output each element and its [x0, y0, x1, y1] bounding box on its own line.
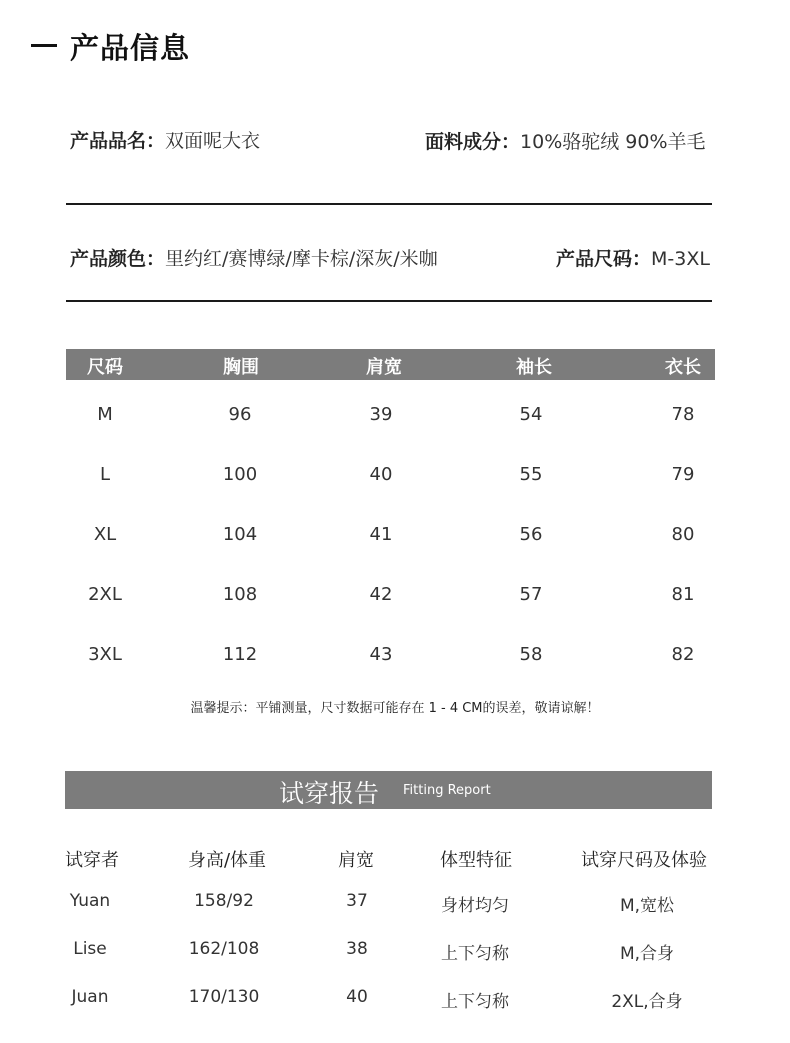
divider	[66, 203, 712, 205]
table-cell: 108	[222, 584, 258, 605]
table-cell: 身材均匀	[441, 896, 509, 916]
color-value: 里约红/赛博绿/摩卡棕/深灰/米咖	[165, 248, 438, 270]
fabric-value: 10%骆驼绒 90%羊毛	[520, 131, 706, 153]
header-cell: 肩宽	[338, 850, 374, 871]
table-cell: 104	[222, 524, 258, 545]
table-cell: 42	[369, 584, 393, 605]
header-cell: 体型特征	[440, 850, 512, 871]
table-cell: 100	[222, 464, 258, 485]
table-cell: 3XL	[88, 644, 122, 665]
color-row	[70, 244, 438, 271]
table-cell: M,宽松	[619, 896, 675, 916]
measurement-tip: 温馨提示：平铺测量，尺寸数据可能存在 1 - 4 CM的误差，敬请谅解！	[190, 701, 600, 716]
header-cell: 胸围	[223, 357, 259, 378]
table-cell: 41	[369, 524, 393, 545]
table-cell: 112	[222, 644, 258, 665]
color-label: 产品颜色：	[70, 248, 166, 270]
table-cell: 162/108	[188, 939, 260, 959]
product-name-label: 产品品名：	[70, 130, 166, 152]
title-dash	[31, 44, 57, 47]
table-cell: 上下匀称	[441, 992, 509, 1012]
header-cell: 衣长	[665, 357, 701, 378]
page-title: 产品信息	[70, 31, 191, 65]
table-cell: 158/92	[194, 891, 254, 911]
table-cell: 54	[519, 404, 543, 425]
fitting-report-title: 试穿报告	[279, 779, 380, 808]
table-cell: 81	[671, 584, 695, 605]
size-value: M-3XL	[651, 248, 710, 270]
table-cell: 57	[519, 584, 543, 605]
header-cell: 肩宽	[366, 357, 402, 378]
table-cell: 79	[671, 464, 695, 485]
header-cell: 袖长	[516, 357, 552, 378]
table-cell: L	[99, 464, 111, 485]
table-cell: 40	[369, 464, 393, 485]
table-cell: 38	[346, 939, 368, 959]
product-name-value: 双面呢大衣	[165, 130, 261, 152]
table-cell: Yuan	[69, 891, 111, 911]
table-cell: 56	[519, 524, 543, 545]
table-cell: 2XL,合身	[611, 992, 683, 1012]
table-cell: Juan	[71, 987, 109, 1007]
table-cell: 39	[369, 404, 393, 425]
fitting-report-subtitle: Fitting Report	[403, 783, 491, 798]
fabric-label: 面料成分：	[425, 131, 521, 153]
table-cell: 82	[671, 644, 695, 665]
table-cell: 80	[671, 524, 695, 545]
divider	[66, 300, 712, 302]
size-label: 产品尺码：	[556, 248, 652, 270]
table-cell: 上下匀称	[441, 944, 509, 964]
fabric-row	[425, 127, 706, 154]
header-cell: 尺码	[87, 357, 123, 378]
product-name-row	[70, 126, 260, 153]
table-cell: 40	[346, 987, 368, 1007]
table-cell: 37	[346, 891, 368, 911]
table-cell: 43	[369, 644, 393, 665]
table-cell: M,合身	[619, 944, 675, 964]
header-cell: 身高/体重	[187, 850, 267, 871]
table-cell: 96	[228, 404, 252, 425]
table-cell: 2XL	[88, 584, 122, 605]
table-cell: 170/130	[188, 987, 260, 1007]
table-cell: Lise	[73, 939, 107, 959]
table-cell: M	[97, 404, 113, 425]
size-row	[556, 244, 710, 271]
table-cell: 58	[519, 644, 543, 665]
fitting-report-banner	[65, 771, 712, 809]
table-cell: 78	[671, 404, 695, 425]
table-cell: XL	[93, 524, 117, 545]
header-cell: 试穿者	[65, 850, 119, 871]
size-table-header	[66, 349, 715, 380]
header-cell: 试穿尺码及体验	[581, 850, 707, 871]
table-cell: 55	[519, 464, 543, 485]
